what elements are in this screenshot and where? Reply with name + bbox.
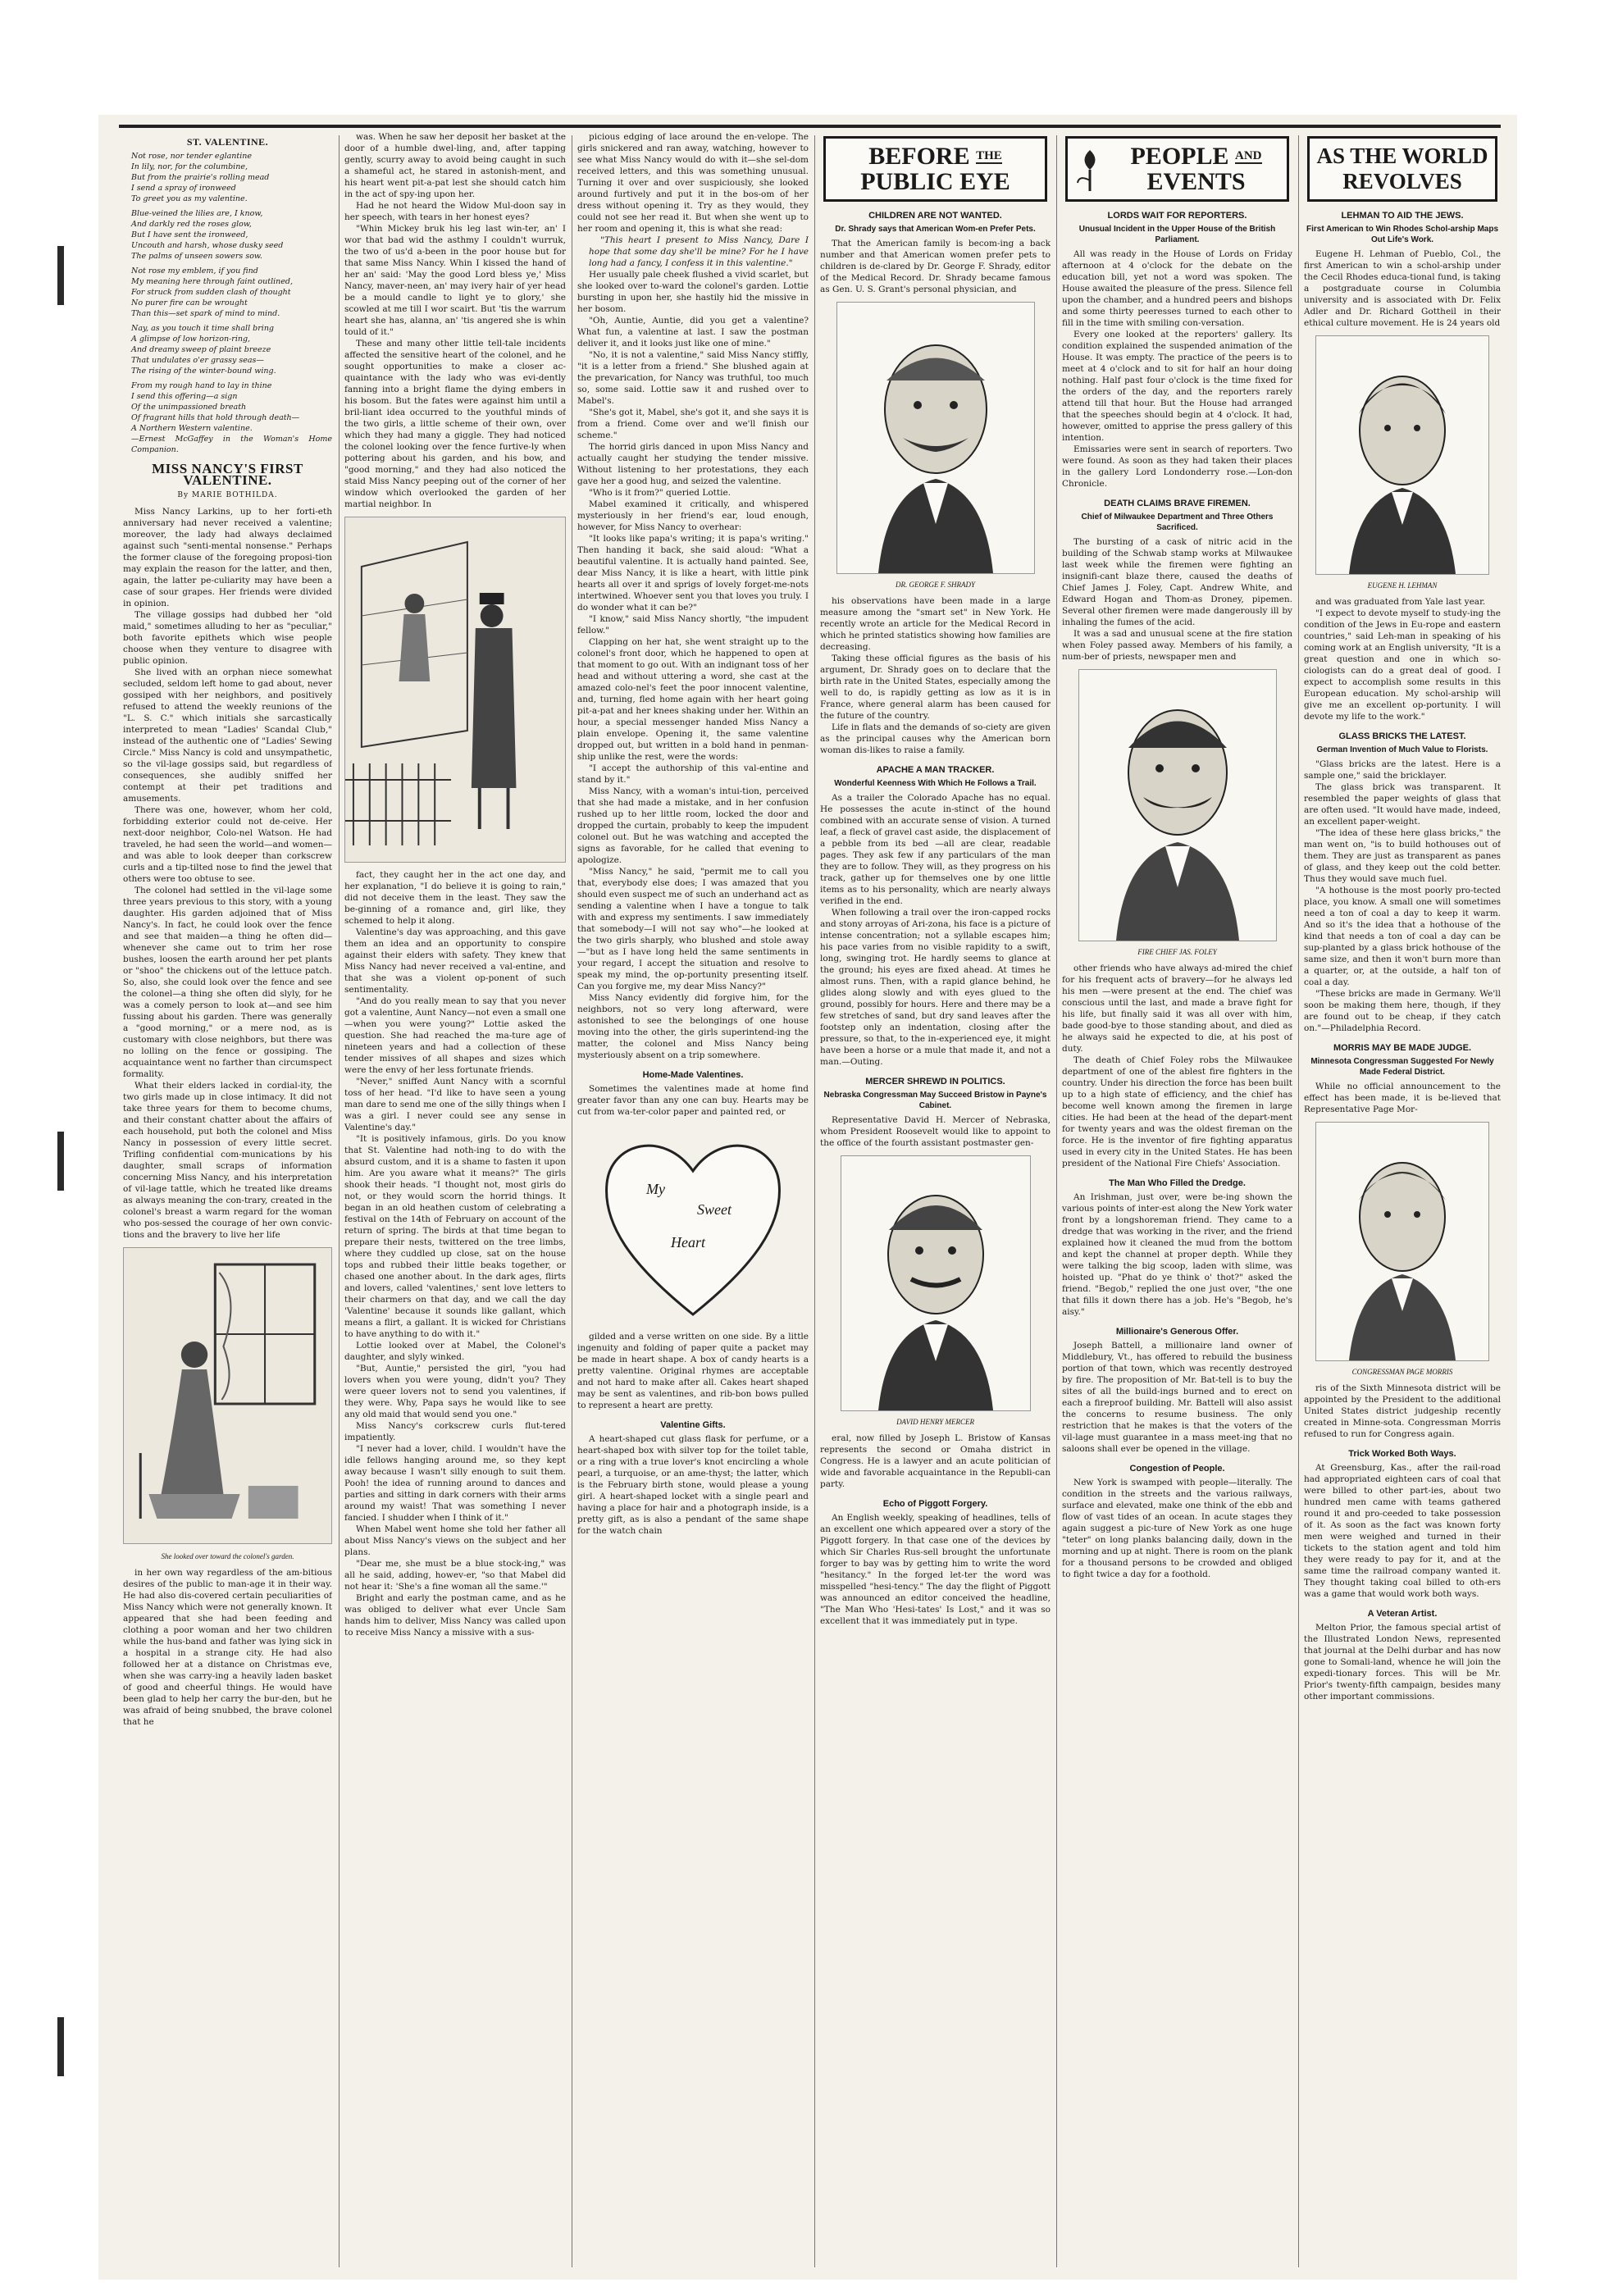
story-subhead: Chief of Milwaukee Department and Three Others Sacrificed. xyxy=(1081,512,1274,532)
paragraph: "A hothouse is the most poorly pro-tected place, you know. A small one will sometimes need a ton of coal a day to keep it warm. And so it's the idea that a hothouse of the kind that needs a ton of coal a day can be sup-planted by a glass brick hothouse of the same size, and then it won't burn more than a quarter, or, at the outside, a half ton of coal a day. xyxy=(1304,886,1501,987)
portrait-mercer xyxy=(841,1155,1031,1411)
paragraph: Life in flats and the demands of so-ciety are given as the principal causes why the American born woman dis-likes to raise a family. xyxy=(820,722,1051,755)
sweet-heart-illustration xyxy=(599,1126,787,1323)
paragraph: What their elders lacked in cordial-ity, the two girls made up in close intimacy. It did not take three years for them to become chums, and their constant chatter about the affairs of each household, put both the colonel and Miss Nancy in possession of every little secret. Trifling confidential com-munications by his daughter, small scraps of information concerning Miss Nancy, and his interpretation of vil-lage tattle, which he treated like dreams as always meaning the con-trary, created in the colonel's breast a warm regard for the woman who pos-sessed the courage of her own convic-tions and the bravery to live her life xyxy=(123,1081,332,1240)
paragraph: "The idea of these here glass bricks," the man went on, "is to build hothouses out of them. They are just as transparent as panes of glass, and they keep out the cold better. Thus they would save much fuel. xyxy=(1304,828,1501,884)
paragraph: in her own way regardless of the am-bitious desires of the public to man-age it in their way. He had also dis-covered certain peculiarities of Miss Nancy which were not generally known. It appeared that she had been feeding and clothing a poor woman and her two children while the hus-band and father was lying sick in a hospital in a strange city. He had also followed her at a distance on Christmas eve, when she was carry-ing a heavily laden basket of good and cheerful things. He would have been glad to help her carry the bur-den, but he was afraid of being snubbed, the brave colonel that he xyxy=(123,1568,332,1727)
paragraph: Joseph Battell, a millionaire land owner of Middlebury, Vt., has offered to rebuild the business portion of that town, which was recently destroyed by fire. The proposition of Mr. Bat-tell is to buy the sites of all the build-ings burned and to erect on each a fireproof building. Mr. Battell will also assist the concerns to resume business. The only restriction that he makes is that the voters of the vil-lage must guarantee in a mass meet-ing that no saloons shall ever be opened in the village. xyxy=(1062,1341,1292,1454)
paragraph: The bursting of a cask of nitric acid in the building of the Schwab stamp works at Milwaukee last week while the firemen were fighting an insignifi-cant blaze there, caused the deaths of Chief James J. Foley, Capt. Andrew White, and Edward Hogan and Thom-as Droney, pipemen. Several other firemen were made dangerously ill by inhaling the fumes of the acid. xyxy=(1062,537,1292,627)
paragraph: The colonel had settled in the vil-lage some three years previous to this story, with a young daughter. His garden adjoined that of Miss Nancy's. In fact, he could look over the fence and see that maiden—a thing he often did—whenever she came out to trim her rose bushes, loosen the earth around her pet plants or "shoo" the chickens out of the lettuce patch. So, also, she could look over the fence and see the colonel—a thing she often did slyly, for he was a comely person to look at—and see him fussing about his garden. There was generally a "good morning," or a mere nod, as is customary with close neighbors, but there was no lolling on the fence or gossiping. The acquaintance went no farther than circumspect formality. xyxy=(123,886,332,1079)
column-5 xyxy=(1062,131,1292,2271)
valentine-verse: "This heart I present to Miss Nancy, Dare I hope that some day she'll be mine? For he I have long had a fancy, I confess it in this valentine." xyxy=(589,235,809,268)
story-subhead: Dr. Shrady says that American Wom-en Prefer Pets. xyxy=(835,225,1036,234)
column-2 xyxy=(344,131,566,2271)
column-rule xyxy=(1056,135,1057,2267)
paragraph: "These bricks are made in Germany. We'll soon be making them here, though, if they are found out to be cheap, if they catch on."—Philadelphia Record. xyxy=(1304,989,1501,1033)
story-head: Millionaire's Generous Offer. xyxy=(1115,1327,1239,1337)
paragraph: his observations have been made in a large measure among the "smart set" in New York. He recently wrote an article for the Medical Record in which he printed statistics showing how families are decreasing. xyxy=(820,596,1051,652)
column-3 xyxy=(577,131,809,2271)
paragraph: "I never had a lover, child. I wouldn't have the idle fellows hanging around me, so they kept away because I wasn't silly enough to suit them. Pooh! the idea of running around to dances and parties and sitting in dark corners with their arms around my waist! That was something I never fancied. I shudder when I think of it." xyxy=(344,1444,566,1523)
paragraph: Valentine's day was approaching, and this gave them an idea and an opportunity to conspire against their elders with safety. They knew that Miss Nancy had never received a val-entine, and that she was a violent op-ponent of such sentimentality. xyxy=(344,927,566,995)
column-rule xyxy=(339,135,340,2267)
paragraph: "I know," said Miss Nancy shortly, "the impudent fellow." xyxy=(577,614,809,636)
paragraph: An Irishman, just over, were be-ing shown the various points of inter-est along the New York water front by a longshoreman friend. They came to a dredge that was working in the river, and the friend explained how it cleaned the mud from the bottom and kept the channel at proper depth. While they were talking the big scoop, laden with slime, was hoisted up. "Phat do ye think o' thot?" asked the friend. "Begob," replied the one just over, "the one that fills it down there has a job. He's "Begob, he's aisy." xyxy=(1062,1192,1292,1317)
story-head: A Veteran Artist. xyxy=(1367,1609,1438,1619)
heart-word-sweet: Sweet xyxy=(697,1201,732,1218)
portrait-lehman xyxy=(1315,335,1489,575)
paragraph: "I expect to devote myself to study-ing the condition of the Jews in Eu-rope and eastern countries," said Leh-man in speaking of his coming work at an English university, "It is a great question and one in which so-ciologists can do a great deal of good. I expect to accomplish some results in this European education. My schol-arship will give me an excellent op-portunity. I will devote my life to the work." xyxy=(1304,608,1501,722)
portrait-caption: DAVID HENRY MERCER xyxy=(896,1418,974,1426)
paragraph: Miss Nancy's corkscrew curls flut-tered impatiently. xyxy=(344,1421,566,1442)
paragraph: Melton Prior, the famous special artist of the Illustrated London News, represented that journal at the Delhi durbar and has now gone to Somali-land, whence he will join the expedi-tionary forces. This will be Mr. Prior's twenty-fifth campaign, besides many other important commissions. xyxy=(1304,1623,1501,1702)
paragraph: Every one looked at the reporters' gallery. Its condition explained the suspended animation of the House. It was empty. The practice of the peers is to meet at 4 o'clock and to sit for half an hour doing nothing. Half past four o'clock is the time fixed for the orders of the day, and the reporters rarely attend till that hour. But the House had arranged that the speeches should begin at 4 o'clock. It had, however, omitted to apprise the press gallery of this intention. xyxy=(1062,330,1292,443)
story-head: The Man Who Filled the Dredge. xyxy=(1109,1178,1246,1188)
paragraph: "But, Auntie," persisted the girl, "you had lovers when you were young, didn't you? They were queer lovers not to send you valentines, if they were. Why, Papa says he would like to see any old maid that would send you one." xyxy=(344,1364,566,1419)
story-head: CHILDREN ARE NOT WANTED. xyxy=(868,211,1002,221)
paragraph: When following a trail over the iron-capped rocks and stony arroyas of Ari-zona, his face is a picture of intense concentration; not a syllable escapes him; his pace varies from no visible rapidity to a swift, long, swinging trot. He hardly seems to glance at the ground; his eyes are fixed ahead. At times he almost runs. Then, with a rapid glance behind, he glides along slowly and with eyes glued to the ground, possibly for hours. Here and there may be a few stretches of sand, but dry sand leaves after the footstep only an indentation, closing after the pressure, so that, to the in-experienced eye, it might have been a horse or a mule that made it, and not a man.—Outing. xyxy=(820,908,1051,1067)
paragraph: Miss Nancy evidently did forgive him, for the neighbors, not so very long afterward, were astonished to see the belongings of one house moving into the other, the girls superintend-ing the matter, the colonel and Miss Nancy being mysteriously absent on a trip somewhere. xyxy=(577,993,809,1060)
paragraph: "Who is it from?" queried Lottie. xyxy=(589,488,732,498)
story-title: MISS NANCY'S FIRST VALENTINE. xyxy=(152,461,303,488)
story-subhead: Nebraska Congressman May Succeed Bristow in Payne's Cabinet. xyxy=(823,1091,1047,1110)
story-head: MORRIS MAY BE MADE JUDGE. xyxy=(1333,1043,1472,1053)
poem: Not rose, nor tender eglantine In lily, nor, for the columbine, But from the prairie's rolling mead I send a spray of ironweed To greet you as my valentine. Blue-veined the lilies are, I know, And darkly red the roses glow, But I have sent the ironweed, Uncouth and harsh, whose dusky seed The palms of unseen sowers sow. Not rose my emblem, if you find My meaning here through faint outlined, For struck from sudden clash of thought No purer fire can be wrought Than this—set spark of mind to mind. Nay, as you touch it time shall bring A glimpse of low horizon-ring, And dreamy sweep of plaint breeze That undulates o'er grassy seas— The rising of the winter-bound wing. From my rough hand to lay in thine I send this offering—a sign Of the unimpassioned breath Of fragrant hills that hold through death— A Northern Western valentine. —Ernest McGaffey in the Woman's Home Companion. xyxy=(131,152,332,454)
heart-word-heart: Heart xyxy=(671,1234,705,1250)
paragraph: The glass brick was transparent. It resembled the paper weights of glass that are often used. "It would have made, indeed, an excellent paper-weight. xyxy=(1304,782,1501,827)
paragraph: Miss Nancy Larkins, up to her forti-eth anniversary had never received a valentine; moreover, the lady had always declaimed against such "senti-mental nonsense." Perhaps the former clause of the foregoing proposi-tion may explain the reason for the latter, and then, again, the latter pe-culiarity may have been a case of sour grapes. Her friends were divided in opinion. xyxy=(123,507,332,608)
paragraph: As a trailer the Colorado Apache has no equal. He possesses the acute in-stinct of the hound combined with an accurate sense of vision. A turned leaf, a fleck of gravel cast aside, the displacement of a pebble from its bed —all are clear, readable pages. They ask few if any particulars of the man they are to follow. They will, as they progress on his track, gather up for themselves one by one little items as to his personality, which are nearly always verified in the end. xyxy=(820,793,1051,906)
paragraph: While no official announcement to the effect has been made, it is be-lieved that Representative Page Mor- xyxy=(1304,1082,1501,1114)
paragraph: "Never," sniffed Aunt Nancy with a scornful toss of her head. "I'd like to have seen a young man dare to send me one of the silly things when I was a girl. I never could see any sense in Valentine's day." xyxy=(344,1077,566,1132)
illustration-woman-at-window xyxy=(123,1247,332,1544)
paragraph: Had he not heard the Widow Mul-doon say in her speech, with tears in her honest eyes? xyxy=(344,201,566,222)
paragraph: was. When he saw her deposit her basket at the door of a humble dwel-ling, and, after tapping gently, scurry away to avoid being caught in such a shameful act, he stared in astonish-ment, and his heart went pit-a-pat lest she should catch him in the act of spy-ing upon her. xyxy=(344,132,566,199)
masthead-as-the-world-revolves: AS THE WORLD REVOLVES xyxy=(1307,136,1497,202)
paragraph: "It is positively infamous, girls. Do you know that St. Valentine had noth-ing to do with the absurd custom, and it is a shame to fasten it upon him. Are you aware what it means?" The girls shook their heads. "I thought not, most girls do not, or they would scorn the horrid things. It began in an old heathen custom of celebrating a festival on the 14th of February on account of the return of spring. The birds at that time began to prepare their nests, twittered on the tree limbs, where they cuddled up close, sat on the house tops and rubbed their little beaks together, or chased one another about. In the dark ages, flirts and lovers, called 'valentines,' sent love letters to their charmers on that day, and we call the day 'Valentine' because it sounds like gallant, which means a flirt, a gallant. It is wicked for Christians to have anything to do with it." xyxy=(344,1134,566,1339)
illustration-caption: She looked over toward the colonel's garden. xyxy=(161,1552,294,1560)
paragraph: It was a sad and unusual scene at the fire station when Foley passed away. Members of his family, a num-ber of priests, newspaper men and xyxy=(1062,629,1292,662)
flower-icon xyxy=(1071,144,1109,193)
paragraph: fact, they caught her in the act one day, and her explanation, "I do believe it is going to rain," did not deceive them in the least. They saw the be-ginning of a romance and, girl like, they schemed to help it along. xyxy=(344,870,566,926)
story-subhead: German Invention of Much Value to Florists. xyxy=(1316,745,1488,754)
paragraph: "Whin Mickey bruk his leg last win-ter, an' I wor that bad wid the asthmy I couldn't wurruk, the two of us'd a-been in the poor house but for that same Miss Nancy. Whin I kissed the hand of her an' said: 'May the good Lord bless ye,' Miss Nancy, maver-neen, an' may ivery hair of yer head be a mould candle to light ye to glory,' she scowled at me till I wor scairt. But 'tis the warrum heart she has, alanna, an' 'tis angered she is whin tould of it." xyxy=(344,224,566,337)
column-1 xyxy=(123,131,332,2271)
paragraph: Representative David H. Mercer of Nebraska, whom President Roosevelt would like to appoint to the office of the fourth assistant postmaster gen- xyxy=(820,1115,1051,1148)
paragraph: When Mabel went home she told her father all about Miss Nancy's views on the subject and her plans. xyxy=(344,1524,566,1557)
binding-mark xyxy=(57,246,64,305)
paragraph: other friends who have always ad-mired the chief for his frequent acts of bravery—for he always led his men —were present at the end. The chief was conscious until the last, and made a brave fight for his life, but finally said it was all over with him, bade good-bye to those standing about, and died as he always said he expected to die, at his post of duty. xyxy=(1062,963,1292,1054)
paragraph: An English weekly, speaking of headlines, tells of an excellent one which appeared over a story of the Piggott forgery. In that case one of the devices by which Sir Charles Rus-sell brought the unfortunate forger to bay was by getting him to write the word "hesitancy." In the forged let-ter the word was misspelled "hesi-tency." The day the flight of Piggott was announced an editor conceived the headline, "The Man Who 'Hesi-tates' Is Lost," and it was so excellent that it was immediately put in type. xyxy=(820,1513,1051,1626)
paragraph: "No, it is not a valentine," said Miss Nancy stiffly, "it is a letter from a friend." She blushed again at the prevarication, for Nancy was truthful, too much so, some said. Lottie saw it and rushed over to Mabel's. xyxy=(577,350,809,406)
paragraph: "It looks like papa's writing; it is papa's writing." Then handing it back, she said aloud: "What a beautiful valentine. It is actually hand painted. See, dear Miss Nancy, it is like a heart, with little pink hearts all over it and sprigs of lovely forget-me-nots intertwined. Whoever sent you that loves you truly. I do wonder what it can be?" xyxy=(577,534,809,613)
paragraph: The village gossips had dubbed her "old maid," sometimes alluding to her as "peculiar," both favorite epithets which wise people choose when they venture to disagree with public opinion. xyxy=(123,610,332,666)
paragraph: She lived with an orphan niece somewhat secluded, seldom left home to gad about, never gossiped with her neighbors, and positively refused to attend the weekly reunions of the "L. S. C." which initials she sarcastically interpreted to mean "Ladies' Scandal Club," instead of the authentic one of "Ladies' Sewing Circle." Miss Nancy is cold and unsympathetic, so the vil-lage gossips said, but regardless of consequences, she audibly sniffed her contempt at their pet traditions and amusements. xyxy=(123,667,332,804)
masthead-people-and-events: PEOPLE $^{AND}$ EVENTS xyxy=(1065,136,1289,202)
portrait-caption: FIRE CHIEF JAS. FOLEY xyxy=(1137,948,1217,956)
paragraph: These and many other little tell-tale incidents affected the sensitive heart of the colonel, and he sought opportunities to make a closer ac-quaintance with the lady who was evi-dently fanning into a bright flame the dying embers in his bosom. But the fates were against him until a bril-liant idea occurred to the youthful minds of the two girls, a little scheme of their own, over which they had many a giggle. They had noticed the colonel looking over the fence furtive-ly when pottering about his garden, and his bow, and "good morning," and they had also noticed the staid Miss Nancy peeping out of the corner of her window which overlooked the garden of her martial neighbor. In xyxy=(344,339,566,509)
portrait-caption: CONGRESSMAN PAGE MORRIS xyxy=(1351,1368,1453,1376)
paragraph: "Glass bricks are the latest. Here is a sample one," said the bricklayer. xyxy=(1304,759,1501,781)
paragraph: "She's got it, Mabel, she's got it, and she says it is from a friend. Come over and we'll finish our scheme." xyxy=(577,408,809,440)
paragraph: At Greensburg, Kas., after the rail-road had appropriated eighteen cars of coal that were billed to other part-ies, about two hundred men came with teams gathered round it and pro-ceeded to take possession of it. As soon as the fact was known forty men were weighed and turned in their tickets to the station agent and told him they were ready to pay for it, and at the same time the railroad company wanted it. They thought taking coal billed to oth-ers was a game that would work both ways. xyxy=(1304,1463,1501,1599)
paragraph: Sometimes the valentines made at home find greater favor than any one can buy. Hearts may be cut from wa-ter-color paper and painted red, or xyxy=(577,1084,809,1117)
paragraph: Emissaries were sent in search of reporters. Two were found. As soon as they had taken their places in the gallery Lord Londonderry rose.—Lon-don Chronicle. xyxy=(1062,444,1292,489)
story-head: DEATH CLAIMS BRAVE FIREMEN. xyxy=(1104,499,1251,508)
paragraph: "I accept the authorship of this val-entine and stand by it." xyxy=(577,763,809,785)
heart-word-my: My xyxy=(646,1181,665,1197)
poem-title: ST. VALENTINE. xyxy=(186,136,269,148)
story-head: LORDS WAIT FOR REPORTERS. xyxy=(1107,211,1247,221)
story-subhead: Minnesota Congressman Suggested For Newly Made Federal District. xyxy=(1310,1057,1494,1077)
paragraph: Clapping on her hat, she went straight up to the colonel's front door, which he happened to open at that moment to go out. With an indignant toss of her head and without uttering a word, she cast at the amazed colo-nel's feet the poor innocent valentine, and, turning, fled home again with her heart going pit-a-pat and her knees shaking under her. Within an hour, a special messenger handed Miss Nancy a plain envelope. Opening it, the same valentine dropped out, but written in a bold hand in penman-ship unlike the rest, were the words: xyxy=(577,637,809,762)
portrait-caption: EUGENE H. LEHMAN xyxy=(1367,581,1438,590)
column-4 xyxy=(820,131,1051,2271)
story-head: MERCER SHREWD IN POLITICS. xyxy=(865,1077,1005,1086)
story-head: APACHE A MAN TRACKER. xyxy=(876,765,995,775)
portrait-morris xyxy=(1315,1122,1489,1361)
paragraph: and was graduated from Yale last year. xyxy=(1315,597,1486,607)
story-head: GLASS BRICKS THE LATEST. xyxy=(1338,731,1466,741)
story-head: Trick Worked Both Ways. xyxy=(1348,1449,1456,1459)
paragraph: Miss Nancy, with a woman's intui-tion, perceived that she had made a mistake, and in her confusion rushed up to her little room, locked the door and dropped the curtain, probably to keep the impudent colonel out. But he was watching and accepted the signs as favorable, for he called that evening to apologize. xyxy=(577,786,809,865)
binding-mark xyxy=(57,1132,64,1191)
story-head: Congestion of People. xyxy=(1129,1464,1225,1474)
paragraph: That the American family is becom-ing a back number and that American women prefer pets to children is de-clared by Dr. George F. Shrady, editor of the Medical Record. Dr. Shrady became famous as Gen. U. S. Grant's personal physician, and xyxy=(820,239,1051,294)
paragraph: A heart-shaped cut glass flask for perfume, or a heart-shaped box with silver top for the toilet table, or a ring with a true lover's knot encircling a whole pearl, a turquoise, or an ame-thyst; the latter, which is the February birth stone, would please a young girl. A heart-shaped locket with a single pearl and having a place for hair and a photograph inside, is a pretty gift, as is also a pendant of the same shape for the watch chain xyxy=(577,1434,809,1536)
column-6 xyxy=(1304,131,1501,2271)
paragraph: picious edging of lace around the en-velope. The girls snickered and ran away, watching, however to see what Miss Nancy would do with it—she sel-dom received letters, and this was something unusual. Turning it over and over suspiciously, she looked around furtively and put it in the bos-om of her dress without opening it. Try as they would, they could not see her read it. But when she went up to her room and opening it, this is what she read: xyxy=(577,132,809,234)
illustration-couple-at-gate xyxy=(344,517,566,863)
paragraph: "Dear me, she must be a blue stock-ing," was all he said, adding, howev-er, "so that Mabel did not hear it: 'She's a fine woman all the same.'" xyxy=(344,1559,566,1592)
paragraph: New York is swamped with people—literally. The condition in the streets and the various railways, surface and elevated, make one think of the ebb and flow of vast tides of an ocean. In acute stages they again suggest a pic-ture of New York as one huge "teter" on long planks balancing daily, down in the morning and up at night. There is room on the plank for a thousand persons to be crowded and obliged to fight twice a day for a foothold. xyxy=(1062,1478,1292,1579)
top-rule xyxy=(119,125,1501,128)
column-rule xyxy=(1298,135,1299,2267)
paragraph: "Miss Nancy," he said, "permit me to call you that, everybody else does; I was amazed that you should even suspect me of such an underhand act as sending a valentine when I have a tongue to talk with and express my sentiments. I saw immediately that somebody—I will not say who"—he looked at the two girls sharply, who blushed and stole away—"but as I have long held the same sentiments in your regard, I accept the situation and resolve to speak my mind, the op-portunity presenting itself. Can you forgive me, my dear Miss Nancy?" xyxy=(577,867,809,991)
paragraph: Lottie looked over at Mabel, the Colonel's daughter, and slyly winked. xyxy=(344,1341,566,1362)
binding-mark xyxy=(57,2017,64,2076)
paragraph: "And do you really mean to say that you never got a valentine, Aunt Nancy—not even a small one—when you were young?" Lottie asked the question. She had reached the ma-ture age of nineteen years and had a collection of these tender missives of all shapes and sizes which were the envy of her less fortunate friends. xyxy=(344,996,566,1075)
column-rule xyxy=(814,135,815,2267)
story-head: Echo of Piggott Forgery. xyxy=(882,1499,988,1509)
paragraph: There was one, however, whom her cold, forbidding exterior could not de-ceive. Her next-door neighbor, Colo-nel Watson. He had traveled, he had seen the world—and women—and was able to look deeper than corkscrew curls and a tip-tilted nose to find the jewel that others were too obtuse to see. xyxy=(123,805,332,884)
paragraph: The horrid girls danced in upon Miss Nancy and actually caught her studying the tender missive. Without listening to her protestations, they each gave her a good hug, and seized the valentine. xyxy=(577,442,809,486)
paragraph: eral, now filled by Joseph L. Bristow of Kansas represents the second or Omaha district in Congress. He is a lawyer and an acute politician of wide and favorable acquaintance in the Republi-can party. xyxy=(820,1433,1051,1489)
story-subhead: Wonderful Keenness With Which He Follows a Trail. xyxy=(834,779,1037,788)
story-subhead: First American to Win Rhodes Schol-arship Maps Out Life's Work. xyxy=(1306,225,1499,244)
paragraph: All was ready in the House of Lords on Friday afternoon at 4 o'clock for the debate on the education bill, yet not a word was spoken. The House awaited the pleasure of the press. Silence fell upon the chamber, and a hundred peers and bishops and some thirty peeresses turned to each other to fill in the time with smiling con-versation. xyxy=(1062,249,1292,328)
paragraph: gilded and a verse written on one side. By a little ingenuity and folding of paper quite a packet may be made in heart shape. A box of candy hearts is a pretty valentine. Original rhymes are acceptable and not hard to make after all. Cakes heart shaped may be sent as valentines, and rib-bon bows pulled to represent a heart are pretty. xyxy=(577,1332,809,1410)
portrait-shrady xyxy=(836,302,1035,574)
paragraph: Mabel examined it critically, and whispered mysteriously in her friend's ear, loud enough, however, for Miss Nancy to overhear: xyxy=(577,499,809,532)
portrait-caption: DR. GEORGE F. SHRADY xyxy=(895,581,976,589)
paragraph: Taking these official figures as the basis of his argument, Dr. Shrady goes on to declare that the birth rate in the United States, especially among the well to do, is rapidly getting as low as it is in France, where general alarm has been caused for the future of the country. xyxy=(820,654,1051,721)
masthead-before-the-public-eye: BEFORE $^{THE}$ PUBLIC EYE xyxy=(823,136,1047,202)
paragraph: Her usually pale cheek flushed a vivid scarlet, but she looked over to-ward the colonel's garden. Lottie bursting in upon her, she hastily hid the missive in her bosom. xyxy=(577,270,809,314)
byline: By MARIE BOTHILDA. xyxy=(177,491,278,499)
homemade-title: Home-Made Valentines. xyxy=(642,1070,744,1080)
paragraph: Eugene H. Lehman of Pueblo, Col., the first American to win a schol-arship under the Cecil Rhodes educa-tional fund, is taking a postgraduate course in Columbia university and is associated with Dr. Felix Adler and Dr. Richard Gottheil in their ethical culture movement. He is 24 years old xyxy=(1304,249,1501,328)
paragraph: The death of Chief Foley robs the Milwaukee department of one of the ablest fire fighters in the country. Under his direction the force has been built up to a high state of efficiency, and the chief has become well known among the firemen in large cities. He had been at the head of the depart-ment for twenty years and was the oldest fireman on the force. He is the inventor of fire fighting apparatus used in every city in the United States. He has been president of the National Fire Chiefs' Association. xyxy=(1062,1055,1292,1168)
paragraph: ris of the Sixth Minnesota district will be appointed by the President to the additional United States district judgeship recently created in Minne-sota. Congressman Morris refused to run for Congress again. xyxy=(1304,1383,1501,1439)
paragraph: "Oh, Auntie, Auntie, did you get a valentine? What fun, a valentine at last. I saw the postman deliver it, and it looks just like one of mine." xyxy=(577,316,809,348)
story-subhead: Unusual Incident in the Upper House of the British Parliament. xyxy=(1078,225,1276,244)
gifts-title: Valentine Gifts. xyxy=(660,1420,726,1430)
story-head: LEHMAN TO AID THE JEWS. xyxy=(1341,211,1464,221)
paragraph: Bright and early the postman came, and as he was obliged to deliver what ever Uncle Sam hands him to deliver, Miss Nancy was called upon to receive Miss Nancy a missive with a sus- xyxy=(344,1593,566,1638)
portrait-foley xyxy=(1078,669,1277,941)
